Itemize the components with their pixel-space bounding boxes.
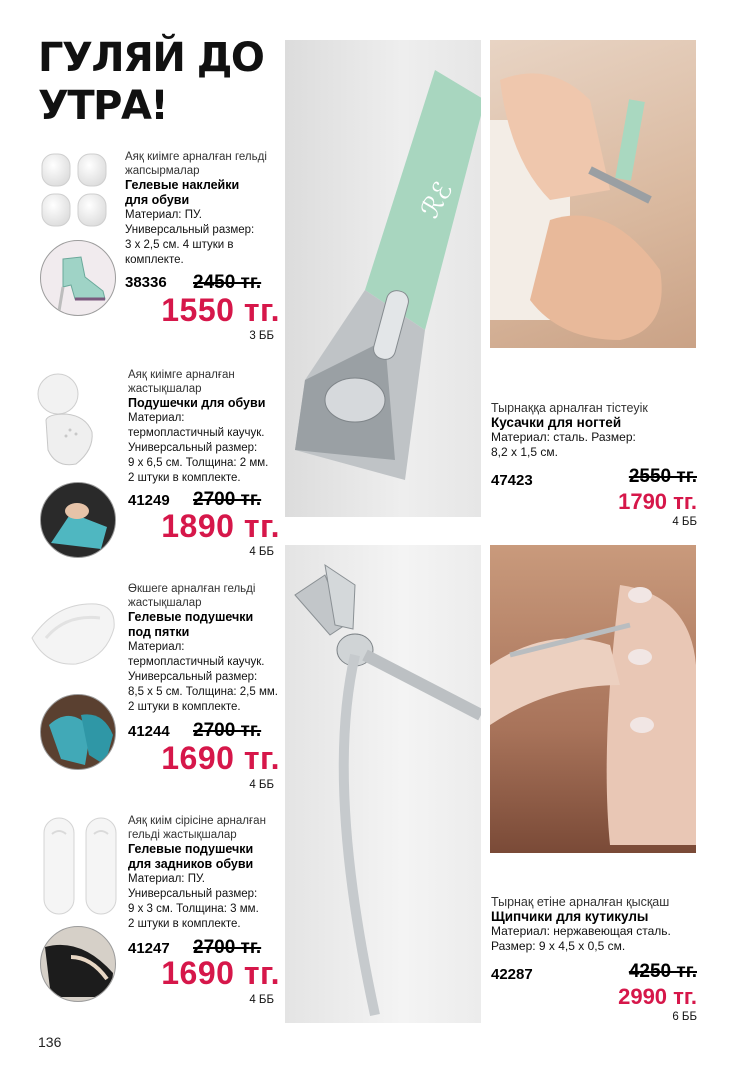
old-price: 2700 тг. <box>193 937 262 958</box>
product-name: Гелевые подушечки <box>128 610 254 624</box>
product-card-41247: Аяқ киім сірісіне арналған гельді жастықшалар Гелевые подушечки для задников обуви Материал: ПУ. Универсальный размер: 9 х 3 см. Толщина: 3 мм. 2 штуки в комплекте. <box>128 814 288 932</box>
old-price: 2550 тг. <box>628 466 697 487</box>
product-code: 38336 <box>125 274 167 291</box>
shoe-with-cushion-photo <box>40 482 116 558</box>
old-price: 4250 тг. <box>628 961 697 982</box>
product-name: Гелевые наклейки <box>125 178 240 192</box>
heel-cushions-image <box>26 598 120 670</box>
nail-clipper-photo <box>285 40 481 517</box>
black-shoe-photo <box>40 926 116 1002</box>
new-price: 1690 тг. <box>161 740 280 776</box>
product-code: 42287 <box>491 966 533 983</box>
beauty-points: 4 ББ <box>672 516 697 528</box>
gel-stickers-image <box>40 152 110 232</box>
new-price: 1890 тг. <box>161 508 280 544</box>
new-price: 2990 тг. <box>618 984 697 1009</box>
product-card-47423: Тырнаққа арналған тістеуік Кусачки для ногтей Материал: сталь. Размер: 8,2 х 1,5 см. <box>491 401 696 460</box>
product-name: Щипчики для кутикулы <box>491 909 649 924</box>
new-price: 1790 тг. <box>618 489 697 514</box>
beauty-points: 3 ББ <box>249 330 274 342</box>
product-card-38336: Аяқ киімге арналған гельді жапсырмалар Гелевые наклейки для обуви Материал: ПУ. Универсальный размер: 3 х 2,5 см. 4 штуки в комплекте. <box>125 150 285 268</box>
old-price: 2450 тг. <box>193 272 262 293</box>
product-code: 41247 <box>128 940 170 957</box>
cuticle-care-photo <box>490 545 696 853</box>
beauty-points: 6 ББ <box>672 1011 697 1023</box>
product-card-42287: Тырнақ етіне арналған қысқаш Щипчики для кутикулы Материал: нержавеющая сталь. Размер: 9 х 4,5 х 0,5 см. <box>491 895 711 954</box>
beauty-points: 4 ББ <box>249 779 274 791</box>
shoe-cushions-image <box>36 370 100 470</box>
old-price: 2700 тг. <box>193 489 262 510</box>
product-code: 41249 <box>128 492 170 509</box>
foot-clipping-photo <box>490 40 696 348</box>
page-headline: ГУЛЯЙ ДО УТРА! <box>38 35 264 129</box>
ankle-boot-photo <box>40 240 116 316</box>
new-price: 1550 тг. <box>161 292 280 328</box>
heel-back-cushions-image <box>38 814 122 918</box>
beauty-points: 4 ББ <box>249 994 274 1006</box>
product-code: 41244 <box>128 723 170 740</box>
product-name: Гелевые подушечки <box>128 842 254 856</box>
heels-photo <box>40 694 116 770</box>
old-price: 2700 тг. <box>193 720 262 741</box>
product-code: 47423 <box>491 472 533 489</box>
product-name: Подушечки для обуви <box>128 396 266 410</box>
page-number: 136 <box>38 1034 62 1050</box>
svg-text:ℛℰ: ℛℰ <box>415 176 460 224</box>
cuticle-nippers-photo <box>285 545 481 1023</box>
product-name: Кусачки для ногтей <box>491 415 622 430</box>
product-card-41244: Өкшеге арналған гельді жастықшалар Гелевые подушечки под пятки Материал: термопластичный каучук. Универсальный размер: 8,5 х 5 см. Толщина: 2,5 мм. 2 штуки в комплекте. <box>128 582 288 715</box>
beauty-points: 4 ББ <box>249 546 274 558</box>
new-price: 1690 тг. <box>161 955 280 991</box>
product-card-41249: Аяқ киімге арналған жастықшалар Подушечки для обуви Материал: термопластичный каучук. Универсальный размер: 9 х 6,5 см. Толщина: 2 мм. 2 штуки в комплекте. <box>128 368 288 486</box>
